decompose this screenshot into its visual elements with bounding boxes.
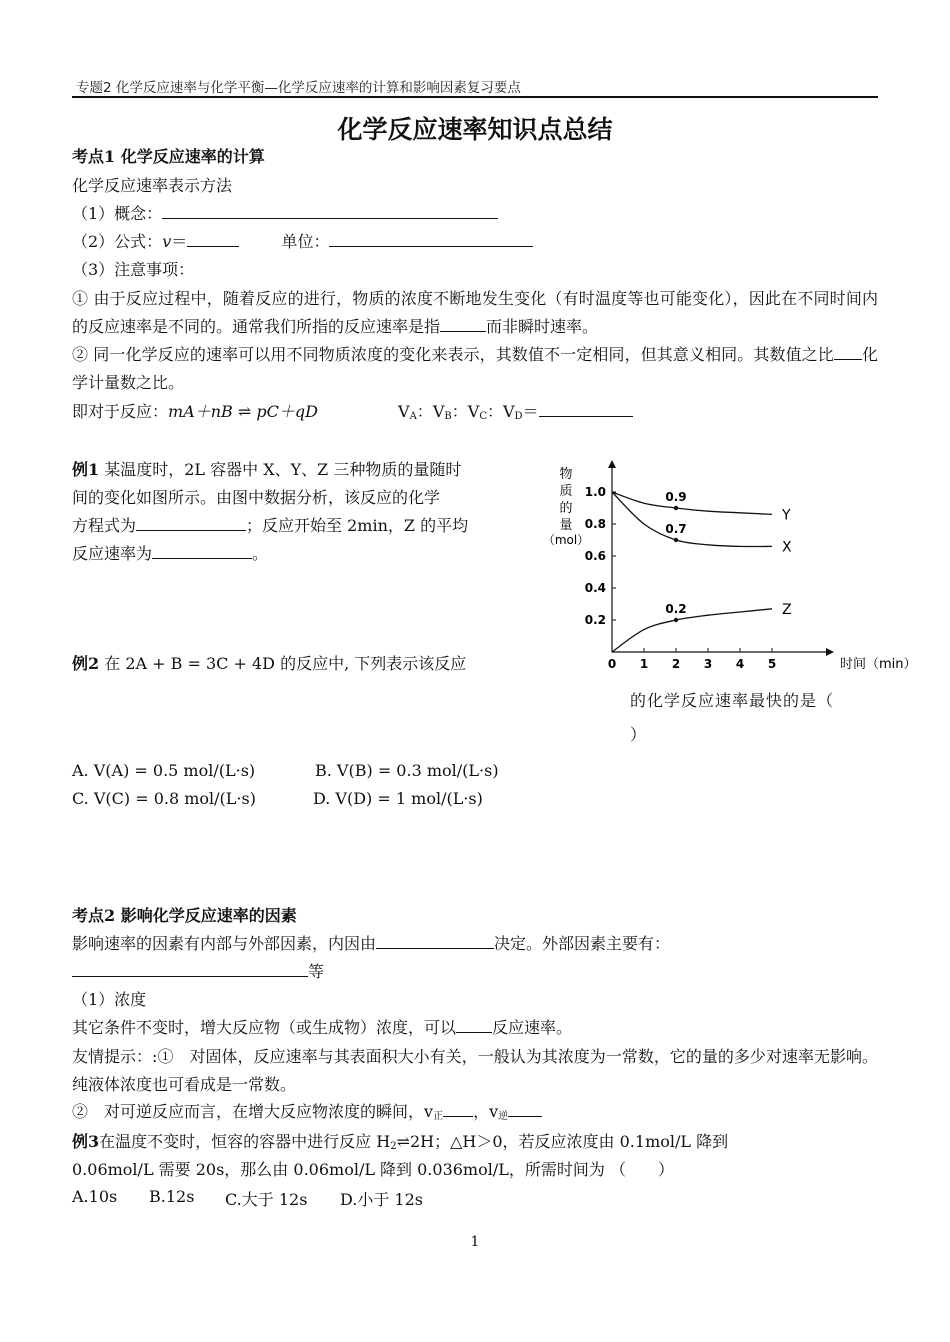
- factors-line: [72, 931, 670, 954]
- note-2-blank[interactable]: [834, 345, 862, 360]
- series-label-z: Z: [782, 601, 792, 618]
- concept-line: [72, 201, 498, 224]
- rate-ratio: [398, 399, 633, 422]
- friendly-tip: 友情提示：:① 对固体，反应速率与其表面积大小有关，一般认为其浓度为一常数，它的量的多少对速率无影响。纯液体浓度也可看成是一常数。: [72, 1047, 878, 1094]
- ratio-sep-2: ：: [451, 402, 468, 421]
- example3-text-1a: 在温度不变时，恒容的容器中进行反应 H: [99, 1132, 391, 1151]
- example1-line3: [72, 513, 468, 536]
- example2-line2: 的化学反应速率最快的是（: [630, 691, 835, 710]
- series-line-z: [612, 609, 772, 652]
- page-number: 1: [470, 1234, 480, 1250]
- annotation-label: 0.7: [665, 522, 687, 536]
- ratio-b: B: [444, 411, 452, 422]
- example3-text-1b: ⇌2H；△H＞0，若反应浓度由 0.1mol/L 降到: [396, 1132, 729, 1151]
- tip2-v-forward: v: [424, 1102, 434, 1121]
- tip2-v-reverse: v: [489, 1102, 499, 1121]
- ratio-eq: ＝: [522, 402, 539, 421]
- tip2-line: [72, 1099, 542, 1122]
- example3-h2-sub: 2: [390, 1141, 397, 1152]
- example3-option-d[interactable]: D.小于 12s: [340, 1190, 424, 1209]
- formula-blank[interactable]: [187, 232, 239, 247]
- tip2-sep: ，: [473, 1102, 490, 1121]
- amount-time-chart: [540, 452, 917, 680]
- page-header: 专题2 化学反应速率与化学平衡—化学反应速率的计算和影响因素复习要点: [76, 80, 521, 96]
- y-axis-label-char: 物: [559, 467, 573, 482]
- y-tick-label: 0.8: [584, 517, 606, 531]
- ratio-c: C: [479, 411, 487, 422]
- annotation-point: [674, 618, 678, 622]
- example3-line2: 0.06mol/L 需要 20s，那么由 0.06mol/L 降到 0.036mol/L，所需时间为 （ ）: [72, 1160, 674, 1179]
- y-tick-label: 1.0: [584, 485, 606, 499]
- formula-v: v: [162, 232, 172, 251]
- example2-label: 例2: [72, 654, 100, 673]
- y-tick-label: 0.4: [584, 581, 606, 595]
- note-1-text: ① 由于反应过程中，随着反应的进行，物质的浓度不断地发生变化（有时温度等也可能变化），因此在不同时间内的反应速率是不同的。通常我们所指的反应速率是指: [72, 289, 878, 336]
- example1-text-4a: 反应速率为: [72, 544, 153, 563]
- tip2-forward-sub: 正: [433, 1111, 444, 1122]
- unit-label: 单位：: [281, 232, 330, 251]
- reaction-prefix: 即对于反应：: [72, 402, 169, 421]
- factors-text-b: 决定。外部因素主要有：: [494, 934, 671, 953]
- y-axis-label-char: 量: [559, 518, 573, 533]
- y-axis-label-char: 的: [559, 501, 573, 516]
- option-a[interactable]: A. V(A) = 0.5 mol/(L·s): [72, 761, 256, 780]
- formula-eq: ＝: [171, 232, 188, 251]
- external-factors-etc: 等: [308, 962, 325, 981]
- ratio-vb: V: [432, 402, 445, 421]
- option-b[interactable]: B. V(B) = 0.3 mol/(L·s): [315, 761, 499, 780]
- reaction-equation: mA＋nB ⇌ pC＋qD: [168, 402, 318, 421]
- concentration-blank[interactable]: [456, 1018, 492, 1033]
- y-tick-label: 0.6: [584, 549, 606, 563]
- external-factor-blank[interactable]: [72, 962, 308, 977]
- external-factors-line: [72, 959, 324, 982]
- note-2-end: 化学计量数之比。: [72, 345, 878, 392]
- example1-line4: [72, 541, 268, 564]
- example1-text-3a: 方程式为: [72, 516, 137, 535]
- y-tick-label: 0.2: [584, 613, 606, 627]
- notes-label: （3）注意事项：: [72, 260, 195, 279]
- ratio-vd: V: [502, 402, 515, 421]
- ratio-sep-1: ：: [416, 402, 433, 421]
- formula-label: （2）公式：: [72, 232, 163, 251]
- option-c[interactable]: C. V(C) = 0.8 mol/(L·s): [72, 789, 256, 808]
- example1-text-3b: ；反应开始至 2min，Z 的平均: [246, 516, 469, 535]
- tip2-reverse-sub: 逆: [498, 1111, 509, 1122]
- x-axis-label: 时间（min）: [840, 657, 917, 672]
- example2-line3: ）: [630, 725, 647, 744]
- ratio-va: V: [398, 402, 410, 421]
- factors-text-a: 影响速率的因素有内部与外部因素，内因由: [72, 934, 377, 953]
- y-axis-unit: （mol）: [542, 533, 590, 547]
- concept-label: （1）概念：: [72, 204, 163, 223]
- ratio-sep-3: ：: [486, 402, 503, 421]
- x-tick-label: 4: [735, 657, 745, 671]
- example3-option-a[interactable]: A.10s: [72, 1187, 118, 1206]
- series-label-y: Y: [782, 507, 791, 524]
- formula-line: [72, 229, 533, 252]
- example1-line2: 间的变化如图所示。由图中数据分析，该反应的化学: [72, 488, 441, 507]
- note-1: [72, 285, 878, 341]
- x-tick-label: 2: [671, 657, 681, 671]
- series-label-x: X: [782, 539, 792, 556]
- page-title: 化学反应速率知识点总结: [337, 115, 613, 144]
- series-line-y: [612, 492, 772, 514]
- example3-line1: [72, 1129, 728, 1152]
- x-tick-label: 0: [607, 657, 617, 671]
- concentration-line: [72, 1015, 572, 1038]
- example1-line1: [72, 457, 461, 480]
- example2-line1: [72, 651, 466, 674]
- note-1-end: 而非瞬时速率。: [486, 317, 599, 336]
- section1-intro: 化学反应速率表示方法: [72, 176, 233, 195]
- header-rule: [72, 96, 878, 98]
- internal-factor-blank[interactable]: [376, 934, 494, 949]
- concentration-text-b: 反应速率。: [492, 1018, 573, 1037]
- equation-blank[interactable]: [136, 516, 246, 531]
- ratio-a: A: [409, 411, 417, 422]
- annotation-point: [674, 538, 678, 542]
- x-axis-arrow: [826, 648, 834, 656]
- tip2-text: ② 对可逆反应而言，在增大反应物浓度的瞬间，: [72, 1102, 425, 1121]
- ratio-d: D: [514, 411, 523, 422]
- note-1-blank[interactable]: [440, 317, 486, 332]
- annotation-point: [674, 506, 678, 510]
- rate-blank[interactable]: [152, 544, 252, 559]
- x-tick-label: 5: [767, 657, 777, 671]
- concentration-title: （1）浓度: [72, 990, 147, 1009]
- example3-option-b[interactable]: B.12s: [149, 1187, 195, 1206]
- reverse-rate-blank[interactable]: [508, 1102, 542, 1117]
- example1-label: 例1: [72, 460, 100, 479]
- reaction-line: [72, 399, 318, 422]
- ratio-blank[interactable]: [539, 402, 633, 417]
- example3-label: 例3: [72, 1132, 100, 1151]
- forward-rate-blank[interactable]: [443, 1102, 473, 1117]
- example1-text-4b: 。: [252, 544, 269, 563]
- example3-option-c[interactable]: C.大于 12s: [225, 1190, 308, 1209]
- note-2-text: ② 同一化学反应的速率可以用不同物质浓度的变化来表示，其数值不一定相同，但其意义相同。其数值之比: [72, 345, 834, 364]
- concept-blank[interactable]: [162, 204, 498, 219]
- y-axis-arrow: [608, 460, 616, 468]
- unit-blank[interactable]: [329, 232, 533, 247]
- annotation-label: 0.9: [665, 490, 687, 504]
- concentration-text-a: 其它条件不变时，增大反应物（或生成物）浓度，可以: [72, 1018, 457, 1037]
- example2-text-1: 在 2A + B = 3C + 4D 的反应中, 下列表示该反应: [104, 654, 467, 673]
- section1-heading: 考点1 化学反应速率的计算: [72, 147, 265, 166]
- section2-heading: 考点2 影响化学反应速率的因素: [72, 906, 297, 925]
- annotation-label: 0.2: [665, 602, 687, 616]
- x-tick-label: 3: [703, 657, 713, 671]
- example1-text-1: 某温度时，2L 容器中 X、Y、Z 三种物质的量随时: [104, 460, 462, 479]
- x-tick-label: 1: [639, 657, 649, 671]
- option-d[interactable]: D. V(D) = 1 mol/(L·s): [313, 789, 483, 808]
- note-2: [72, 341, 878, 397]
- y-axis-label-char: 质: [559, 484, 573, 499]
- ratio-vc: V: [467, 402, 480, 421]
